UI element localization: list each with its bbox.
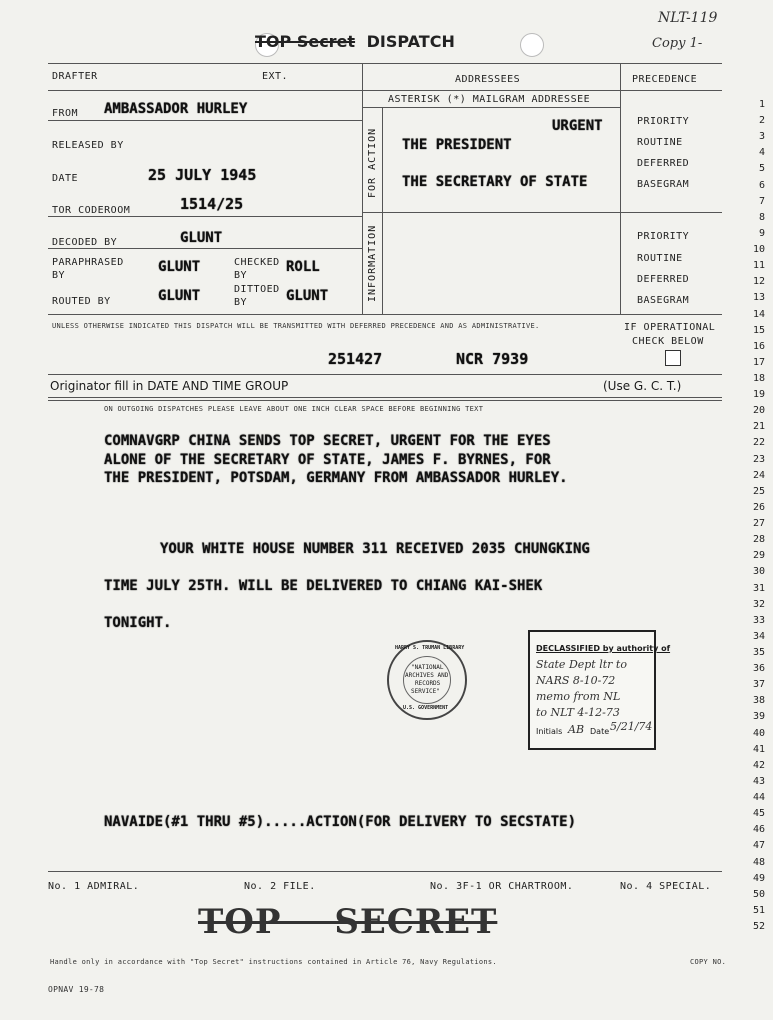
- line-number: 19: [752, 389, 765, 401]
- message-line: COMNAVGRP CHINA SENDS TOP SECRET, URGENT FOR THE EYES: [104, 433, 551, 449]
- line-number: 34: [752, 630, 765, 642]
- date-label: DATE: [52, 173, 79, 184]
- gct-note: (Use G. C. T.): [603, 379, 682, 393]
- declassified-stamp: [528, 630, 671, 750]
- routed-value: GLUNT: [158, 288, 201, 304]
- line-number: 46: [752, 824, 765, 836]
- precedence-info-priority: PRIORITY: [637, 231, 690, 242]
- line-number: 50: [752, 888, 765, 900]
- seal-middle-4: SERVICE": [411, 688, 440, 695]
- line-number: 41: [752, 743, 765, 755]
- paraphrased-label: PARAPHRASED: [52, 257, 124, 268]
- line-number: 16: [752, 340, 765, 352]
- routing-line: NAVAIDE(#1 THRU #5).....ACTION(FOR DELIVERY TO SECSTATE): [104, 814, 577, 830]
- line-number: 6: [758, 179, 765, 191]
- declass-line-4: to NLT 4-12-73: [536, 706, 620, 719]
- date-value: 25 JULY 1945: [148, 166, 257, 184]
- declass-line-3: memo from NL: [536, 690, 621, 703]
- ncr-number: NCR 7939: [456, 350, 529, 368]
- line-number: 35: [752, 647, 765, 658]
- seal-middle-2: ARCHIVES AND: [405, 672, 449, 679]
- paraphrased-value: GLUNT: [158, 259, 201, 275]
- routed-label: ROUTED BY: [52, 296, 111, 307]
- punch-hole-right: [520, 33, 544, 57]
- message-line: THE PRESIDENT, POTSDAM, GERMANY FROM AMBASSADOR HURLEY.: [104, 470, 568, 486]
- line-number: 1: [758, 99, 765, 110]
- transmission-notice: UNLESS OTHERWISE INDICATED THIS DISPATCH WILL BE TRANSMITTED WITH DEFERRED PRECEDENCE AND AS ADMINISTRATIVE.: [52, 322, 540, 330]
- precedence-info-routine: ROUTINE: [637, 253, 683, 264]
- line-number: 48: [752, 856, 765, 868]
- date-time-group: 251427: [328, 350, 383, 368]
- precedence-action-routine: ROUTINE: [637, 137, 683, 148]
- decoded-label: DECODED BY: [52, 237, 118, 248]
- grid-left-2: [48, 216, 362, 217]
- line-number: 9: [758, 227, 765, 239]
- form-number: OPNAV 19-78: [48, 985, 105, 994]
- line-number: 17: [752, 356, 765, 368]
- checked-by-label: BY: [234, 270, 248, 281]
- precedence-info-deferred: DEFERRED: [637, 274, 690, 285]
- originator-bottom-line-2: [48, 400, 722, 401]
- grid-left-3: [48, 248, 362, 249]
- line-number: 13: [752, 292, 765, 304]
- line-number: 3: [758, 131, 765, 143]
- distribution-3: No. 3F-1 OR CHARTROOM.: [430, 881, 574, 892]
- copy-number-label: COPY NO.: [690, 958, 727, 966]
- declass-initials-label: Initials: [536, 727, 563, 736]
- top-secret-stamp: TOP SECRET: [198, 902, 498, 942]
- line-number: 49: [752, 872, 765, 884]
- message-line: ALONE OF THE SECRETARY OF STATE, JAMES F. BYRNES, FOR: [104, 452, 551, 468]
- ext-label: EXT.: [262, 71, 289, 82]
- declass-title: DECLASSIFIED by authority of: [536, 644, 671, 653]
- line-number: 7: [758, 195, 765, 207]
- line-number: 36: [752, 663, 765, 675]
- precedence-action-priority: PRIORITY: [637, 116, 690, 127]
- distribution-4: No. 4 SPECIAL.: [620, 881, 712, 892]
- grid-v-2: [382, 107, 383, 314]
- line-number: 11: [752, 260, 765, 272]
- paraphrased-by-label: BY: [52, 270, 66, 281]
- declass-initials-value: AB: [568, 723, 585, 736]
- line-number: 45: [752, 808, 765, 820]
- tor-value: 1514/25: [180, 195, 244, 213]
- line-number: 27: [752, 518, 765, 530]
- distribution-2: No. 2 FILE.: [244, 881, 316, 892]
- line-number: 10: [752, 244, 765, 256]
- released-by-label: RELEASED BY: [52, 140, 124, 151]
- tor-label: TOR CODEROOM: [52, 205, 131, 216]
- line-number: 29: [752, 550, 765, 562]
- declass-date-value: 5/21/74: [610, 720, 653, 733]
- originator-bottom-line: [48, 397, 722, 398]
- line-number: 47: [752, 840, 765, 852]
- line-number: 40: [752, 727, 765, 739]
- addressees-header: ADDRESSEES: [455, 74, 521, 85]
- distribution-1: No. 1 ADMIRAL.: [48, 881, 140, 892]
- outgoing-note: ON OUTGOING DISPATCHES PLEASE LEAVE ABOUT ONE INCH CLEAR SPACE BEFORE BEGINNING TEXT: [104, 405, 484, 413]
- message-line: TONIGHT.: [104, 615, 172, 631]
- grid-left-1: [48, 120, 362, 121]
- seal-bottom-text: U.S. GOVERNMENT: [403, 705, 449, 711]
- line-number: 5: [758, 163, 765, 175]
- line-number: 31: [752, 582, 765, 594]
- struck-title: TOP Secret: [255, 32, 356, 51]
- line-number: 39: [752, 711, 765, 723]
- line-number: 22: [752, 437, 765, 449]
- line-number: 2: [758, 115, 765, 127]
- message-line: TIME JULY 25TH. WILL BE DELIVERED TO CHIANG KAI-SHEK: [104, 578, 543, 594]
- line-number: 4: [758, 147, 765, 159]
- seal-top-text: HARRY S. TRUMAN LIBRARY: [395, 645, 465, 651]
- for-action-label: FOR ACTION: [367, 127, 378, 198]
- line-number: 42: [752, 759, 765, 771]
- grid-bottom: [48, 314, 722, 315]
- line-number: 43: [752, 775, 765, 787]
- urgent-value: URGENT: [552, 118, 603, 134]
- line-number: 37: [752, 679, 765, 691]
- grid-v-1: [362, 63, 363, 314]
- line-number: 12: [752, 276, 765, 288]
- handwritten-copy: Copy 1-: [652, 36, 703, 51]
- line-number: 51: [752, 904, 765, 916]
- from-label: FROM: [52, 108, 79, 119]
- declass-date-label: Date: [590, 727, 610, 736]
- declass-line-1: State Dept ltr to: [536, 658, 627, 671]
- line-number: 32: [752, 598, 765, 610]
- information-label: INFORMATION: [367, 224, 378, 302]
- line-number: 15: [752, 324, 765, 336]
- dittoed-by-label: BY: [234, 297, 248, 308]
- line-number: 33: [752, 614, 765, 626]
- dittoed-value: GLUNT: [286, 288, 329, 304]
- line-number: 52: [752, 921, 765, 932]
- line-number: 30: [752, 566, 765, 578]
- line-number: 24: [752, 469, 765, 481]
- line-number: 8: [758, 211, 765, 223]
- precedence-action-basegram: BASEGRAM: [637, 179, 690, 190]
- from-value: AMBASSADOR HURLEY: [104, 101, 248, 117]
- line-number: 18: [752, 373, 765, 384]
- declass-line-2: NARS 8-10-72: [536, 674, 616, 687]
- drafter-label: DRAFTER: [52, 71, 98, 82]
- message-line: YOUR WHITE HOUSE NUMBER 311 RECEIVED 2035 CHUNGKING: [160, 541, 590, 557]
- line-number: 14: [752, 308, 765, 320]
- grid-v-3: [620, 63, 621, 314]
- action-addressee-2: THE SECRETARY OF STATE: [402, 174, 588, 190]
- line-number: 23: [752, 453, 765, 465]
- dispatch-title: DISPATCH: [366, 32, 455, 51]
- originator-line: Originator fill in DATE AND TIME GROUP: [50, 379, 289, 393]
- operational-checkbox[interactable]: [665, 350, 681, 366]
- line-number: 28: [752, 534, 765, 546]
- line-number: 21: [752, 421, 765, 433]
- seal-middle-1: "NATIONAL: [411, 664, 444, 671]
- action-addressee-1: THE PRESIDENT: [402, 137, 512, 153]
- grid-mid: [362, 212, 722, 213]
- operational-label-1: IF OPERATIONAL: [624, 322, 716, 333]
- handwritten-ref: NLT-119: [658, 10, 718, 26]
- dittoed-label: DITTOED: [234, 284, 280, 295]
- operational-label-2: CHECK BELOW: [632, 336, 704, 347]
- line-number: 20: [752, 405, 765, 417]
- precedence-info-basegram: BASEGRAM: [637, 295, 690, 306]
- archives-seal-stamp: [387, 640, 467, 720]
- header-title-struck: [255, 32, 455, 51]
- handling-note: Handle only in accordance with "Top Secret" instructions contained in Article 76, Navy Regulations.: [50, 958, 497, 966]
- seal-middle-3: RECORDS: [415, 680, 441, 687]
- line-number: 38: [752, 695, 765, 707]
- checked-value: ROLL: [286, 259, 320, 275]
- originator-top-line: [48, 374, 722, 375]
- precedence-header: PRECEDENCE: [632, 74, 698, 85]
- precedence-action-deferred: DEFERRED: [637, 158, 690, 169]
- line-number: 44: [752, 792, 765, 804]
- grid-asterisk: [362, 107, 620, 108]
- distribution-top-line: [48, 871, 722, 872]
- asterisk-note: ASTERISK (*) MAILGRAM ADDRESSEE: [388, 94, 591, 105]
- decoded-value: GLUNT: [180, 230, 223, 246]
- checked-label: CHECKED: [234, 257, 280, 268]
- line-number: 26: [752, 501, 765, 513]
- line-number: 25: [752, 485, 765, 497]
